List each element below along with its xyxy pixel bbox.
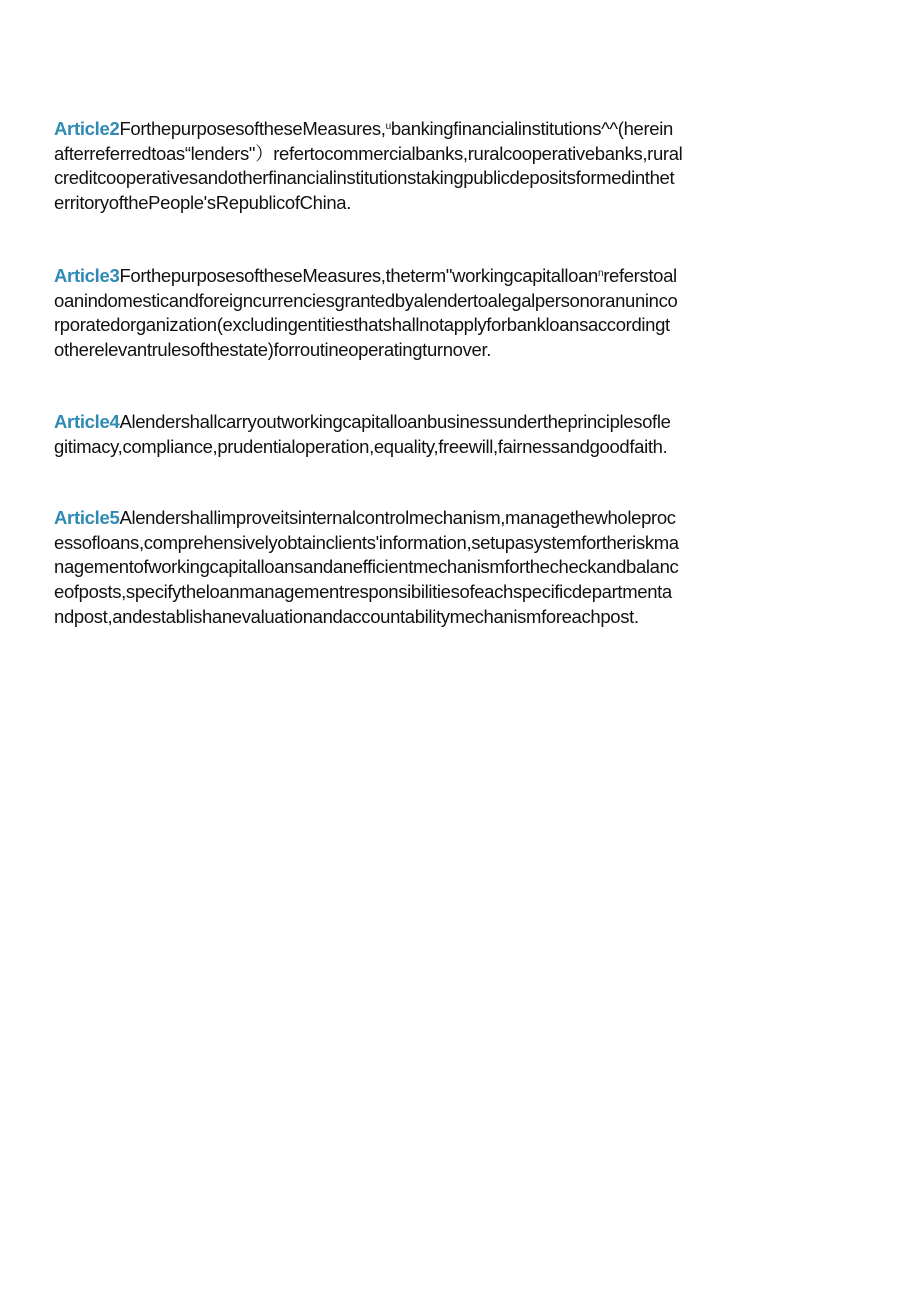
article-line: ndpost,andestablishanevaluationandaccountabilitymechanismforeachpost. — [54, 605, 639, 627]
article-3 — [54, 264, 816, 363]
article-line — [54, 264, 816, 289]
article-text: Alendershallcarryoutworkingcapitalloanbusinessundertheprinciplesofle — [119, 411, 671, 432]
article-line: essofloans,comprehensivelyobtainclients'information,setupasystemfortheriskma — [54, 531, 679, 553]
article-text: ForthepurposesoftheseMeasures,theterm"workingcapitalloan — [119, 265, 598, 286]
article-line: nagementofworkingcapitalloansandanefficientmechanismforthecheckandbalanc — [54, 556, 679, 578]
article-number: Article4 — [54, 411, 120, 432]
article-text: ForthepurposesoftheseMeasures, — [119, 118, 386, 139]
article-5 — [54, 506, 816, 630]
article-line: creditcooperativesandotherfinancialinstitutionstakingpublicdepositsformedinthet — [54, 167, 675, 189]
article-line: oanindomesticandforeigncurrenciesgrantedbyalendertoalegalpersonoranuninco — [54, 289, 678, 311]
article-line: erritoryofthePeople'sRepublicofChina. — [54, 192, 352, 214]
stray-superscript: u — [385, 121, 391, 132]
article-line: gitimacy,compliance,prudentialoperation,equality,freewill,fairnessandgoodfaith. — [54, 435, 668, 457]
article-line: eofposts,specifytheloanmanagementresponsibilitiesofeachspecificdepartmenta — [54, 581, 672, 603]
article-line — [54, 117, 816, 142]
article-4 — [54, 410, 816, 459]
article-2 — [54, 117, 816, 216]
article-line: rporatedorganization(excludingentitiesthatshallnotapplyforbankloansaccordingt — [54, 314, 670, 336]
article-line — [54, 506, 816, 531]
article-text: Alendershallimproveitsinternalcontrolmechanism,managethewholeproc — [119, 507, 676, 528]
article-number: Article5 — [54, 507, 120, 528]
article-line: afterreferredtoas“lenders"）refertocommercialbanks,ruralcooperativebanks,rural — [54, 142, 683, 164]
article-line — [54, 410, 816, 435]
article-text: referstoal — [603, 265, 677, 286]
article-number: Article3 — [54, 265, 120, 286]
article-line: otherelevantrulesofthestate)forroutineoperatingturnover. — [54, 339, 492, 361]
stray-superscript: n — [597, 268, 604, 279]
article-text: bankingfinancialinstitutions^^(herein — [390, 118, 673, 139]
article-number: Article2 — [54, 118, 120, 139]
